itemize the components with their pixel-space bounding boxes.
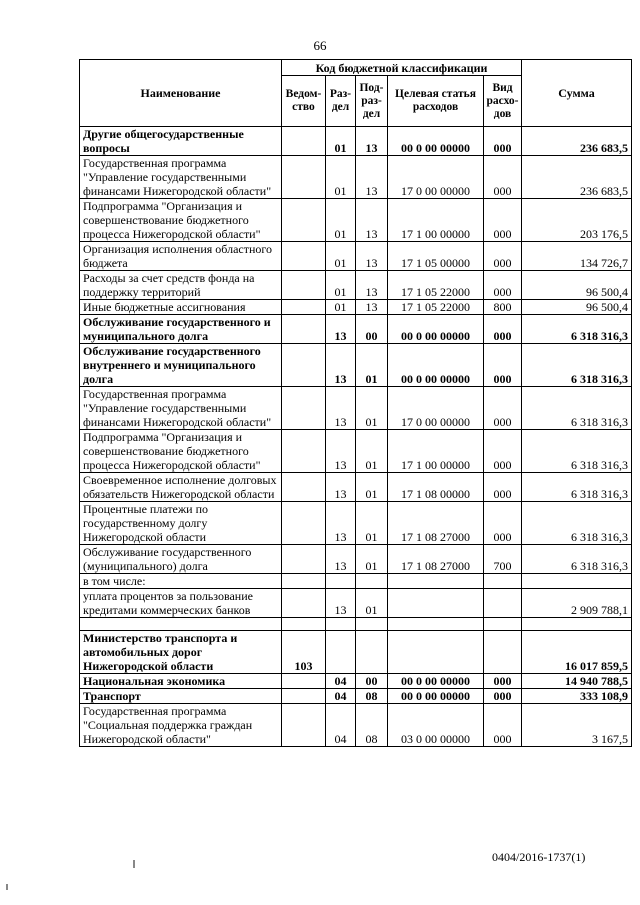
cell-target: 17 1 05 22000 bbox=[388, 300, 484, 315]
table-row bbox=[80, 674, 632, 689]
cell-vid: 000 bbox=[484, 242, 522, 271]
cell-ved bbox=[282, 156, 326, 199]
cell-razdel: 01 bbox=[326, 127, 356, 156]
cell-sum: 3 167,5 bbox=[522, 704, 632, 747]
cell-target: 03 0 00 00000 bbox=[388, 704, 484, 747]
header-code-group: Код бюджетной классификации bbox=[282, 60, 522, 76]
cell-name: Организация исполнения областного бюджета bbox=[80, 242, 282, 271]
table-body bbox=[80, 127, 632, 747]
cell-vid: 000 bbox=[484, 315, 522, 344]
cell-ved bbox=[282, 674, 326, 689]
header-podrazdel: Под-раз-дел bbox=[356, 76, 388, 127]
cell-vid: 000 bbox=[484, 344, 522, 387]
cell-razdel: 13 bbox=[326, 589, 356, 618]
cell-ved bbox=[282, 502, 326, 545]
cell-target: 00 0 00 00000 bbox=[388, 344, 484, 387]
cell-ved bbox=[282, 473, 326, 502]
cell-razdel: 13 bbox=[326, 502, 356, 545]
cell-name: в том числе: bbox=[80, 574, 282, 589]
cell-target: 17 1 05 00000 bbox=[388, 242, 484, 271]
cell-podrazdel: 01 bbox=[356, 430, 388, 473]
cell-podrazdel: 01 bbox=[356, 545, 388, 574]
cell-podrazdel: 13 bbox=[356, 156, 388, 199]
cell-ved bbox=[282, 545, 326, 574]
table-row bbox=[80, 618, 632, 631]
cell-target bbox=[388, 631, 484, 674]
cell-name: Обслуживание государственного (муниципального) долга bbox=[80, 545, 282, 574]
cell-razdel bbox=[326, 618, 356, 631]
cell-sum: 14 940 788,5 bbox=[522, 674, 632, 689]
cell-sum: 6 318 316,3 bbox=[522, 473, 632, 502]
cell-vid: 700 bbox=[484, 545, 522, 574]
cell-podrazdel bbox=[356, 574, 388, 589]
cell-podrazdel: 13 bbox=[356, 199, 388, 242]
cell-razdel: 13 bbox=[326, 387, 356, 430]
cell-vid: 000 bbox=[484, 430, 522, 473]
table-row bbox=[80, 271, 632, 300]
cell-target: 00 0 00 00000 bbox=[388, 689, 484, 704]
cell-vid: 000 bbox=[484, 156, 522, 199]
cell-podrazdel bbox=[356, 618, 388, 631]
cell-podrazdel: 01 bbox=[356, 589, 388, 618]
cell-podrazdel: 00 bbox=[356, 315, 388, 344]
cell-sum: 6 318 316,3 bbox=[522, 315, 632, 344]
cell-sum: 6 318 316,3 bbox=[522, 430, 632, 473]
cell-ved: 103 bbox=[282, 631, 326, 674]
table-row bbox=[80, 127, 632, 156]
cell-sum: 236 683,5 bbox=[522, 156, 632, 199]
cell-podrazdel: 08 bbox=[356, 704, 388, 747]
cell-ved bbox=[282, 271, 326, 300]
table-row bbox=[80, 689, 632, 704]
cell-name: Государственная программа "Управление государственными финансами Нижегородской области" bbox=[80, 156, 282, 199]
cell-sum bbox=[522, 574, 632, 589]
cell-sum: 6 318 316,3 bbox=[522, 344, 632, 387]
cell-vid: 000 bbox=[484, 387, 522, 430]
cell-vid bbox=[484, 618, 522, 631]
header-target: Целевая статья расходов bbox=[388, 76, 484, 127]
cell-name bbox=[80, 618, 282, 631]
table-row bbox=[80, 473, 632, 502]
cell-ved bbox=[282, 689, 326, 704]
cell-ved bbox=[282, 300, 326, 315]
cell-ved bbox=[282, 387, 326, 430]
header-sum: Сумма bbox=[522, 60, 632, 127]
cell-vid bbox=[484, 589, 522, 618]
cell-target: 17 1 00 00000 bbox=[388, 199, 484, 242]
cell-razdel: 04 bbox=[326, 689, 356, 704]
cell-podrazdel: 01 bbox=[356, 344, 388, 387]
cell-razdel: 13 bbox=[326, 430, 356, 473]
cell-razdel bbox=[326, 631, 356, 674]
cell-target: 00 0 00 00000 bbox=[388, 674, 484, 689]
cell-sum: 6 318 316,3 bbox=[522, 387, 632, 430]
cell-name: Обслуживание государственного внутреннего и муниципального долга bbox=[80, 344, 282, 387]
table-row bbox=[80, 156, 632, 199]
cell-ved bbox=[282, 430, 326, 473]
cell-ved bbox=[282, 127, 326, 156]
cell-podrazdel: 00 bbox=[356, 674, 388, 689]
cell-name: Государственная программа "Социальная поддержка граждан Нижегородской области" bbox=[80, 704, 282, 747]
cell-target: 17 0 00 00000 bbox=[388, 156, 484, 199]
cell-name: Подпрограмма "Организация и совершенствование бюджетного процесса Нижегородской области" bbox=[80, 199, 282, 242]
cell-sum: 236 683,5 bbox=[522, 127, 632, 156]
cell-podrazdel: 13 bbox=[356, 271, 388, 300]
cell-podrazdel bbox=[356, 631, 388, 674]
cell-sum: 16 017 859,5 bbox=[522, 631, 632, 674]
cell-name: Обслуживание государственного и муниципального долга bbox=[80, 315, 282, 344]
cell-name: Другие общегосударственные вопросы bbox=[80, 127, 282, 156]
cell-name: уплата процентов за пользование кредитами коммерческих банков bbox=[80, 589, 282, 618]
cell-sum: 333 108,9 bbox=[522, 689, 632, 704]
table-row bbox=[80, 199, 632, 242]
cell-razdel: 01 bbox=[326, 199, 356, 242]
cell-ved bbox=[282, 199, 326, 242]
cell-podrazdel: 13 bbox=[356, 242, 388, 271]
table-row bbox=[80, 631, 632, 674]
document-code: 0404/2016-1737(1) bbox=[492, 850, 586, 864]
cell-name: Транспорт bbox=[80, 689, 282, 704]
cell-name: Процентные платежи по государственному долгу Нижегородской области bbox=[80, 502, 282, 545]
cell-name: Иные бюджетные ассигнования bbox=[80, 300, 282, 315]
cell-target bbox=[388, 574, 484, 589]
cell-razdel: 01 bbox=[326, 300, 356, 315]
cell-vid: 000 bbox=[484, 271, 522, 300]
scan-mark bbox=[133, 860, 135, 868]
table-row bbox=[80, 242, 632, 271]
cell-sum: 96 500,4 bbox=[522, 271, 632, 300]
cell-vid bbox=[484, 631, 522, 674]
cell-razdel: 04 bbox=[326, 704, 356, 747]
table-row bbox=[80, 430, 632, 473]
cell-podrazdel: 01 bbox=[356, 473, 388, 502]
cell-vid: 000 bbox=[484, 199, 522, 242]
cell-razdel: 01 bbox=[326, 271, 356, 300]
cell-target bbox=[388, 618, 484, 631]
cell-sum: 6 318 316,3 bbox=[522, 502, 632, 545]
cell-target: 17 0 00 00000 bbox=[388, 387, 484, 430]
cell-vid: 800 bbox=[484, 300, 522, 315]
table-row bbox=[80, 300, 632, 315]
table-row bbox=[80, 545, 632, 574]
cell-target: 17 1 05 22000 bbox=[388, 271, 484, 300]
table-row bbox=[80, 589, 632, 618]
cell-sum: 134 726,7 bbox=[522, 242, 632, 271]
cell-ved bbox=[282, 315, 326, 344]
cell-name: Своевременное исполнение долговых обязательств Нижегородской области bbox=[80, 473, 282, 502]
cell-razdel: 13 bbox=[326, 473, 356, 502]
budget-table bbox=[79, 59, 632, 747]
cell-ved bbox=[282, 618, 326, 631]
cell-name: Государственная программа "Управление государственными финансами Нижегородской области" bbox=[80, 387, 282, 430]
table-row bbox=[80, 315, 632, 344]
cell-podrazdel: 01 bbox=[356, 387, 388, 430]
scan-mark bbox=[6, 884, 8, 890]
cell-vid: 000 bbox=[484, 473, 522, 502]
cell-target: 00 0 00 00000 bbox=[388, 127, 484, 156]
cell-sum: 2 909 788,1 bbox=[522, 589, 632, 618]
cell-vid: 000 bbox=[484, 502, 522, 545]
table-row bbox=[80, 574, 632, 589]
cell-podrazdel: 08 bbox=[356, 689, 388, 704]
table-row bbox=[80, 502, 632, 545]
cell-razdel: 13 bbox=[326, 545, 356, 574]
cell-vid: 000 bbox=[484, 704, 522, 747]
cell-vid: 000 bbox=[484, 127, 522, 156]
header-name: Наименование bbox=[80, 60, 282, 127]
cell-name: Расходы за счет средств фонда на поддержку территорий bbox=[80, 271, 282, 300]
cell-sum bbox=[522, 618, 632, 631]
cell-target: 17 1 08 27000 bbox=[388, 545, 484, 574]
cell-name: Подпрограмма "Организация и совершенствование бюджетного процесса Нижегородской области" bbox=[80, 430, 282, 473]
page-number: 66 bbox=[313, 38, 327, 53]
cell-target: 00 0 00 00000 bbox=[388, 315, 484, 344]
cell-sum: 96 500,4 bbox=[522, 300, 632, 315]
cell-target: 17 1 00 00000 bbox=[388, 430, 484, 473]
cell-ved bbox=[282, 344, 326, 387]
table-row bbox=[80, 344, 632, 387]
cell-target: 17 1 08 27000 bbox=[388, 502, 484, 545]
cell-podrazdel: 13 bbox=[356, 127, 388, 156]
cell-podrazdel: 01 bbox=[356, 502, 388, 545]
cell-razdel: 13 bbox=[326, 315, 356, 344]
header-vedomstvo: Ведом-ство bbox=[282, 76, 326, 127]
cell-name: Национальная экономика bbox=[80, 674, 282, 689]
cell-razdel bbox=[326, 574, 356, 589]
cell-ved bbox=[282, 242, 326, 271]
cell-ved bbox=[282, 574, 326, 589]
cell-vid: 000 bbox=[484, 689, 522, 704]
cell-vid bbox=[484, 574, 522, 589]
header-razdel: Раз-дел bbox=[326, 76, 356, 127]
table-row bbox=[80, 387, 632, 430]
cell-sum: 6 318 316,3 bbox=[522, 545, 632, 574]
cell-razdel: 01 bbox=[326, 242, 356, 271]
cell-ved bbox=[282, 704, 326, 747]
cell-target bbox=[388, 589, 484, 618]
header-vid: Вид расхо-дов bbox=[484, 76, 522, 127]
cell-ved bbox=[282, 589, 326, 618]
cell-vid: 000 bbox=[484, 674, 522, 689]
table-row bbox=[80, 704, 632, 747]
cell-razdel: 01 bbox=[326, 156, 356, 199]
cell-razdel: 13 bbox=[326, 344, 356, 387]
cell-target: 17 1 08 00000 bbox=[388, 473, 484, 502]
cell-sum: 203 176,5 bbox=[522, 199, 632, 242]
cell-razdel: 04 bbox=[326, 674, 356, 689]
cell-podrazdel: 13 bbox=[356, 300, 388, 315]
cell-name: Министерство транспорта и автомобильных дорог Нижегородской области bbox=[80, 631, 282, 674]
